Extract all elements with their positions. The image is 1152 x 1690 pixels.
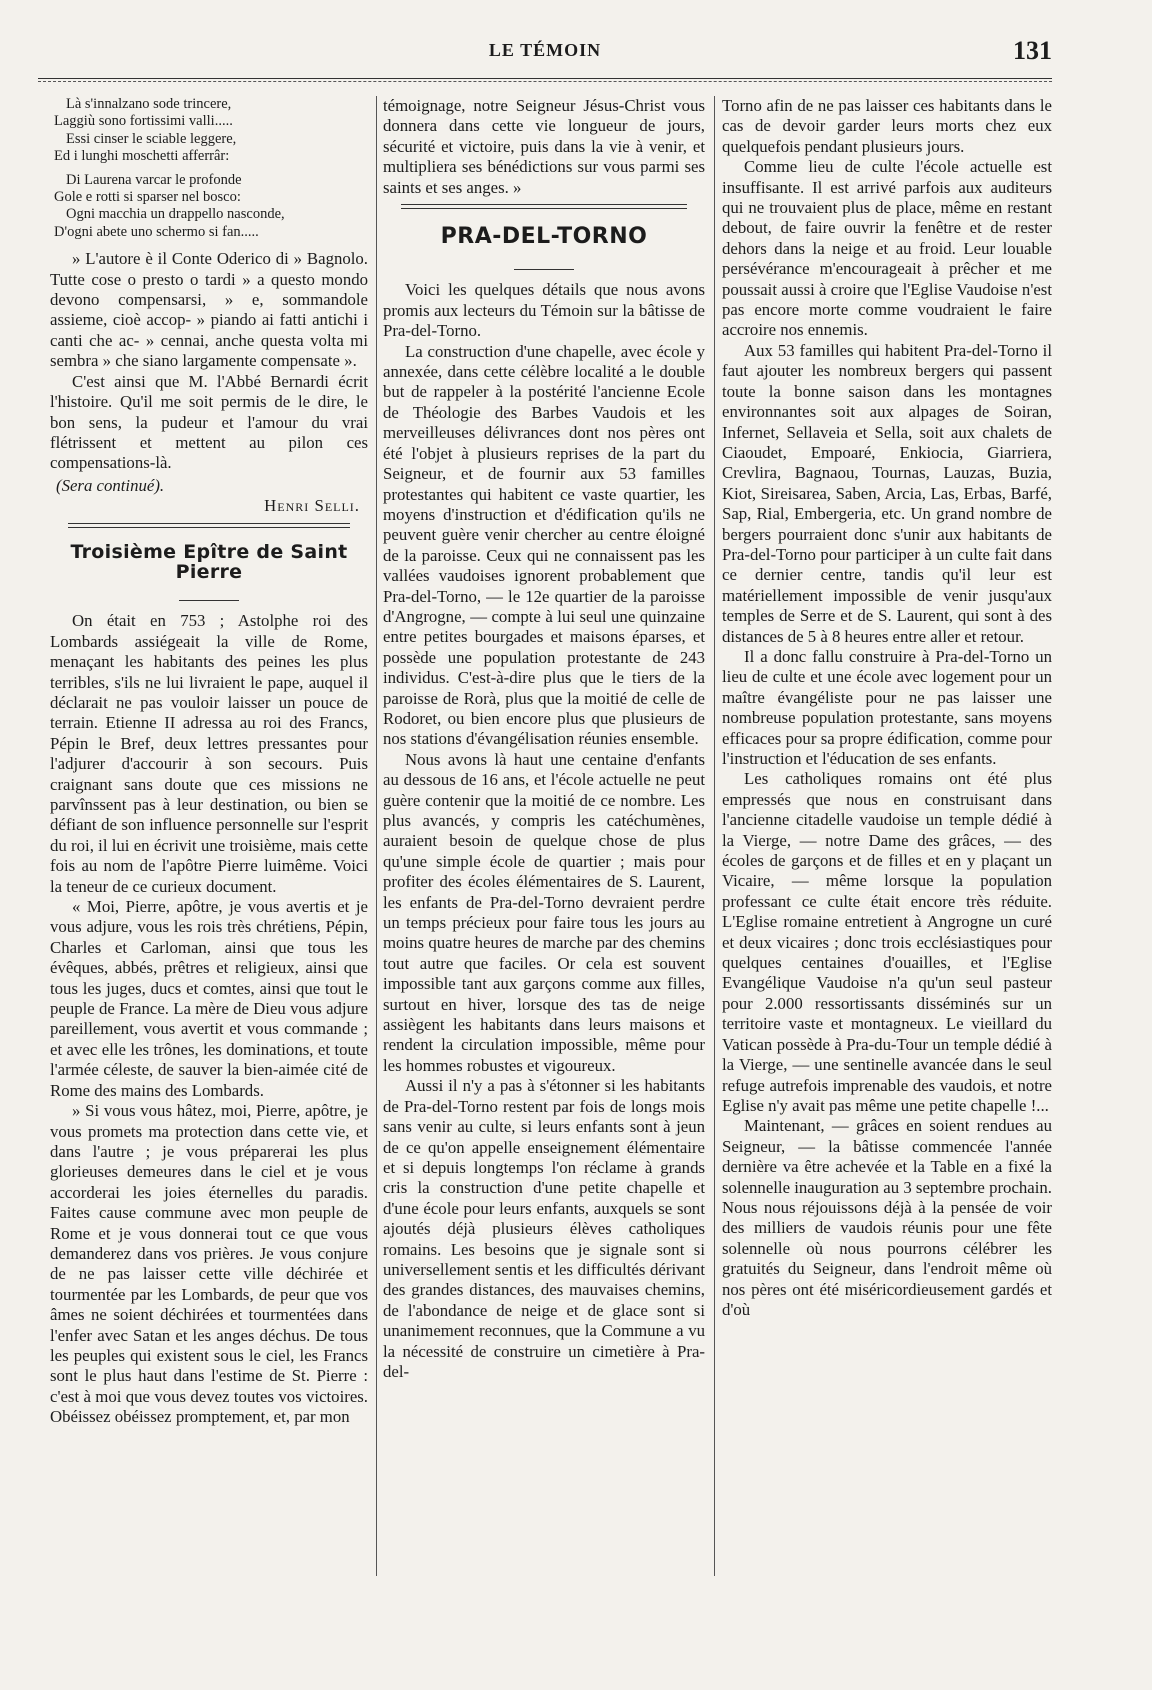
column-2	[383, 96, 705, 1576]
column-divider	[376, 96, 377, 1576]
header-rule	[38, 78, 1052, 82]
column-3	[722, 96, 1052, 1576]
article-paragraph: Torno afin de ne pas laisser ces habitants dans le cas de devoir garder leurs morts chez eux quelquefois pendant plusieurs jours.	[722, 96, 1052, 156]
article-paragraph: La construction d'une chapelle, avec école y annexée, dans cette célèbre localité a le double but de rappeler à la postérité l'ancienne Ecole de Théologie des Barbes Vaudois et les merveilleuses délivrances dont nos pères ont été l'objet à plusieurs reprises de la part du Seigneur, et de fournir aux 53 familles protestantes qui habitent ce vaste quartier, les moyens d'instruction et d'édification qu'ils ne peuvent guère venir chercher au centre éloigné de la paroisse. Ceux qui ne connaissent pas les vallées vaudoises ignorent probablement que Pra-del-Torno, — le 12e quartier de la paroisse d'Angrogne, — compte à lui seul une quinzaine entre petites bourgades et maisons éparses, et possède une population protestante de 243 individus. C'est-à-dire plus que le tiers de la paroisse de Rorà, plus que la moitié de celle de Rodoret, ou bien encore plus que plusieurs de nos stations d'évangélisation réunies ensemble.	[383, 341, 705, 749]
article-paragraph: Nous avons là haut une centaine d'enfants au dessous de 16 ans, et l'école actuelle ne peut guère contenir que la moitié de ce nombre. Les plus avancés, y compris les catéchumènes, auraient besoin de quelque chose de plus qu'une simple école de quartier ; mais pour profiter des écoles élémentaires de S. Laurent, les enfants de Pra-del-Torno devraient perdre un temps précieux pour faire tous les jours au moins quatre heures de marche par des chemins tout autre que faciles. Or cela est souvent impossible tant aux garçons comme aux filles, surtout en hiver, lorsque des tas de neige assiègent les habitants dans leurs maisons et rendent la circulation impossible, même pour les hommes robustes et vigoureux.	[383, 749, 705, 1075]
poem-line: Ogni macchia un drappello nasconde,	[66, 206, 285, 223]
continuation-paragraph: témoignage, notre Seigneur Jésus-Christ vous donnera dans cette vie longueur de jours, sécurité et victoire, puis dans la vie à venir, et multipliera ses bénédictions sur vous parmi ses saints et ses anges. »	[383, 96, 705, 197]
title-rule	[179, 600, 239, 601]
column-1	[50, 96, 368, 1576]
poem-line: Essi cinser le sciable leggere,	[66, 130, 237, 147]
page-number: 131	[1013, 36, 1052, 65]
quote-paragraph: » L'autore è il Conte Oderico di » Bagnolo. Tutte cose o presto o tardi » a questo mondo devono compensarsi, » e, sommandole assieme, cioè accop- » piando ai fatti antichi i canti che ac- » cennai, anche questa volta mi sembra » che siano largamente compensate ».	[50, 249, 368, 371]
article-paragraph: Il a donc fallu construire à Pra-del-Torno un lieu de culte et une école avec logement pour un maître évangéliste pour ne pas laisser une nombreuse population protestante, sans moyens efficaces pour sa propre édification, comme pour l'instruction et l'éducation de ses enfants.	[722, 646, 1052, 768]
poem-line: Gole e rotti si sparser nel bosco:	[54, 189, 241, 206]
running-title: LE TÉMOIN	[488, 40, 602, 60]
article-paragraph: « Moi, Pierre, apôtre, je vous avertis et je vous adjure, vous les rois très chrétiens, Pépin, Charles et Carloman, ainsi que tous les évêques, abbés, prêtres et religieux, ainsi que tous les juges, ducs et comtes, ainsi que tout le peuple de France. La mère de Dieu vous adjure pareillement, vous avertit et vous commande ; et avec elle les trônes, les dominations, et toute l'armée céleste, de sauver la bien-aimée cité de Rome des mains des Lombards.	[50, 897, 368, 1100]
article-paragraph: Les catholiques romains ont été plus empressés que nous en construisant dans l'ancienne citadelle vaudoise un temple dédié à la Vierge, — notre Dame des grâces, — des écoles de garçons et de filles et en y plaçant un Vicaire, — même lorsque la population professant ce culte était encore très réduite. L'Eglise romaine entretient à Angrogne un curé et deux vicaires ; donc trois ecclésiastiques pour quelques centaines d'ouailles, et l'Eglise Evangélique Vaudoise n'a qu'un seul pasteur pour 2.000 ressortissants disséminés sur un territoire vaste et montagneux. Le vieillard du Vatican possède à Pra-du-Tour un temple dédié à la Vierge, — une sentinelle avancée dans le seul refuge autrefois imprenable des vaudois, et notre Eglise n'y avait pas même une petite chapelle !...	[722, 769, 1052, 1115]
title-rule	[514, 269, 574, 270]
article-paragraph: Comme lieu de culte l'école actuelle est insuffisante. Il est arrivé parfois aux auditeurs qui ne trouvaient plus de place, même en restant debout, de faire ouvrir la fenêtre et de rester dehors dans la neige et au froid. Leur louable persévérance m'encourageait à prêcher et me poussait aussi à croire que l'Eglise Vaudoise n'est pas encore morte comme voudraient le faire accroire nos ennemis.	[722, 157, 1052, 340]
column-divider	[714, 96, 715, 1576]
poem-line: Laggiù sono fortissimi valli.....	[54, 113, 233, 130]
article-paragraph: On était en 753 ; Astolphe roi des Lombards assiégeait la ville de Rome, menaçant les habitants des peines les plus terribles, s'ils ne lui livraient le pape, auquel il déclarait ne pas vouloir laisser un pouce de terrain. Etienne II adressa au roi des Francs, Pépin le Bref, deux lettres pressantes pour l'adjurer d'accourir à son secours. Puis craignant sans doute que ces missions ne parvînssent pas à leur destination, ou bien se défiant de son influence personnelle sur l'esprit du roi, il lui en écrivit une troisième, mais cette fois au nom de l'apôtre Pierre luimême. Voici la teneur de ce curieux document.	[50, 611, 368, 896]
article-separator	[68, 523, 350, 528]
poem-line: D'ogni abete uno schermo si fan.....	[54, 223, 259, 240]
running-head	[38, 36, 1052, 66]
article-title: PRA-DEL-TORNO	[440, 224, 648, 250]
poem-line: Ed i lunghi moschetti afferrâr:	[54, 148, 230, 165]
article-title: Troisième Epître de Saint Pierre	[70, 540, 348, 583]
poem-line: Di Laurena varcar le profonde	[66, 171, 242, 188]
closing-paragraph: C'est ainsi que M. l'Abbé Bernardi écrit l'histoire. Qu'il me soit permis de le dire, le bon sens, la pudeur et l'amour du vrai flétrissent et mettent au pilon ces compensations-là.	[50, 371, 368, 473]
article-paragraph: Maintenant, — grâces en soient rendues au Seigneur, — la bâtisse commencée l'année dernière va être achevée et la Table en a fixé la solennelle inauguration au 3 septembre prochain. Nous nous réjouissons déjà à la pensée de voir des milliers de vaudois réunis pour une fête solennelle où nous pourrons célébrer les gratuités du Seigneur, dans l'endroit même où nos pères ont été miséricordieusement gardés et d'où	[722, 1116, 1052, 1319]
article-paragraph: Aussi il n'y a pas à s'étonner si les habitants de Pra-del-Torno restent par fois de longs mois sans venir au culte, si leurs enfants sont à jeun de ce qu'on appelle enseignement élémentaire et si depuis longtemps l'on réclame à grands cris la construction d'une petite chapelle et d'une école pour leurs enfants, auxquels se sont ajoutés déjà plusieurs élèves catholiques romains. Les besoins que je signale sont si universellement sentis et les difficultés dérivant des grandes distances, des mauvaises chemins, de l'abondance de neige et de glace sont si unanimement reconnues, que la Commune a vu la nécessité de construire un cimetière à Pra-del-	[383, 1076, 705, 1381]
article-paragraph: Aux 53 familles qui habitent Pra-del-Torno il faut ajouter les nombreux bergers qui passent toute la bonne saison dans les montagnes environnantes soit aux alpages de Soiran, Infernet, Sellaveia et Sella, soit aux chalets de Ciaoudet, Empoaré, Enkiocia, Giarriera, Crevlira, Bagnaou, Tournas, Lauzas, Buzia, Kiot, Sireisarea, Saben, Arcia, Las, Erbas, Barfé, Sap, Rial, Embergeria, etc. Un grand nombre de bergers pourraient donc s'unir aux habitants de Pra-del-Torno pour participer à un culte fait dans ce dernier centre, tandis qu'il leur est matériellement impossible de venir jusqu'aux temples de Serre et de S. Laurent, qui sont à des distances de 5 à 8 heures entre aller et retour.	[722, 340, 1052, 646]
poem-line: Là s'innalzano sode trincere,	[66, 96, 232, 112]
italian-poem	[54, 96, 368, 241]
to-be-continued: (Sera continué).	[56, 475, 165, 495]
article-paragraph: » Si vous vous hâtez, moi, Pierre, apôtre, je vous promets ma protection dans cette vie, et dans l'autre ; je vous préparerai les plus glorieuses demeures dans le ciel et je vous accorderai les joies éternelles du paradis. Faites cause commune avec mon peuple de Rome et je vous donnerai tout ce que vous demanderez dans vos prières. Je vous conjure de ne pas laisser cette ville déchirée et tourmentée par les Lombards, de peur que vos âmes ne soient déchirées et tourmentées dans l'enfer avec Satan et les anges déchus. De tous les peuples qui existent sous le ciel, les Francs sont le plus haut dans l'estime de St. Pierre : c'est à moi que vous devez toutes vos victoires. Obéissez obéissez promptement, et, par mon	[50, 1101, 368, 1427]
author-signature: Henri Selli.	[264, 496, 360, 516]
article-separator	[401, 204, 687, 209]
article-paragraph: Voici les quelques détails que nous avons promis aux lecteurs du Témoin sur la bâtisse de Pra-del-Torno.	[383, 280, 705, 341]
